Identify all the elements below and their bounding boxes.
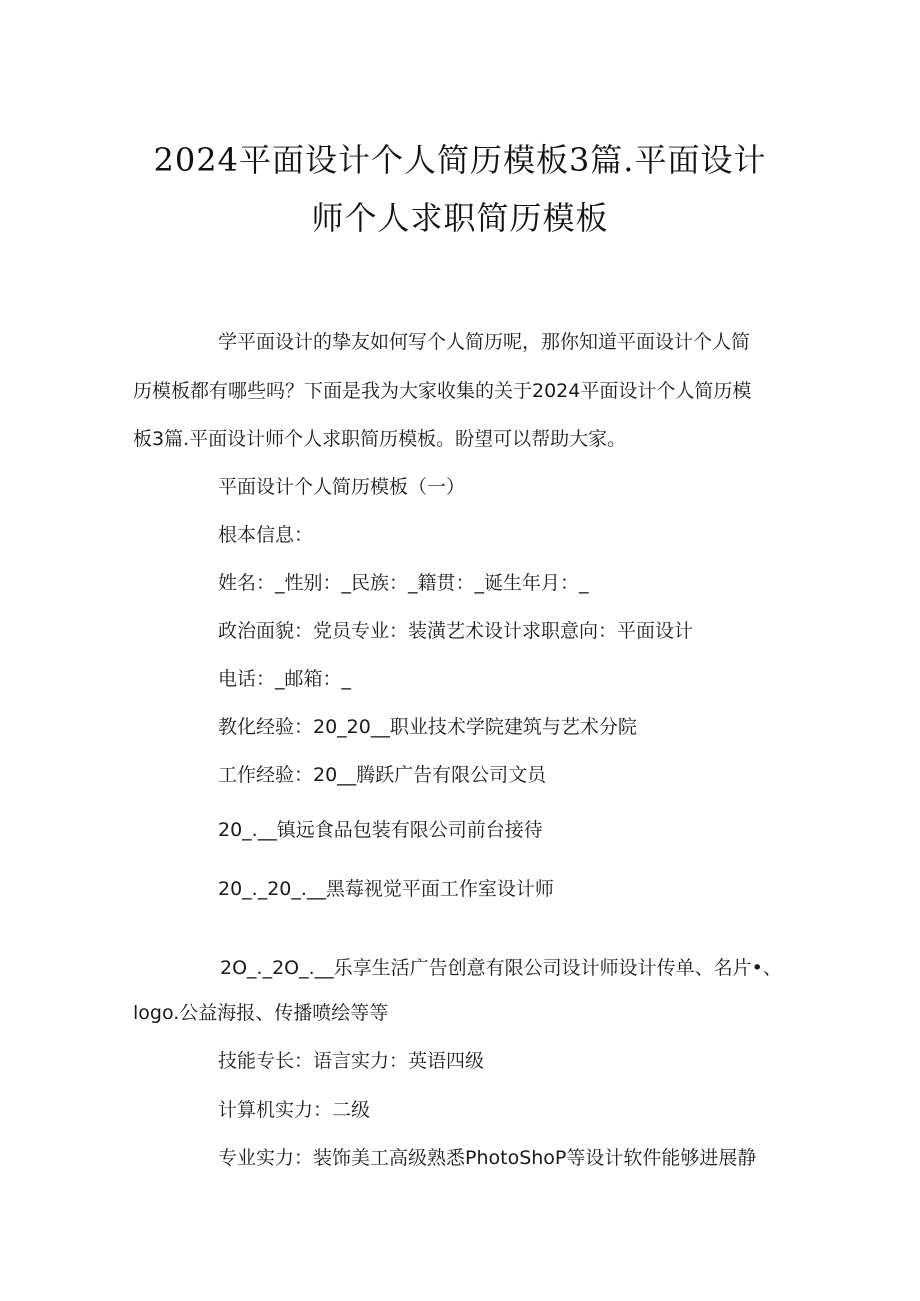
- skills-line: 技能专长：语言实力：英语四级: [218, 1050, 485, 1072]
- work-experience-line-4: 2O_._2O_.__乐享生活广告创意有限公司设计师设计传单、名片•、: [220, 957, 782, 979]
- work-experience-line-4-continued: logo.公益海报、传播喷绘等等: [133, 1002, 389, 1024]
- basic-info-label: 根本信息：: [218, 524, 314, 546]
- document-title-line-1: 2024平面设计个人简历模板3篇.平面设计: [153, 141, 767, 179]
- education-line: 教化经验：20_20__职业技术学院建筑与艺术分院: [218, 716, 637, 738]
- contact-line: 电话：_邮箱：_: [218, 668, 352, 690]
- work-experience-line-3: 20_._20_.__黑莓视觉平面工作室设计师: [218, 878, 554, 900]
- personal-details-line: 姓名：_性别：_民族：_籍贯：_诞生年月：_: [218, 572, 589, 594]
- intro-paragraph-line-2: 历模板都有哪些吗？下面是我为大家收集的关于2024平面设计个人简历模: [133, 380, 752, 402]
- intro-paragraph-line-1: 学平面设计的挚友如何写个人简历呢，那你知道平面设计个人简: [218, 331, 751, 353]
- politics-major-line: 政治面貌：党员专业：装潢艺术设计求职意向：平面设计: [218, 620, 694, 642]
- intro-paragraph-line-3: 板3篇.平面设计师个人求职简历模板。盼望可以帮助大家。: [133, 428, 627, 450]
- section-heading: 平面设计个人简历模板（一）: [218, 476, 466, 498]
- work-experience-line-1: 工作经验：20__腾跃广告有限公司文员: [218, 764, 547, 786]
- computer-skill-line: 计算机实力：二级: [218, 1099, 371, 1121]
- document-title-line-2: 师个人求职简历模板: [311, 199, 609, 237]
- work-experience-line-2: 20_.__镇远食品包装有限公司前台接待: [218, 819, 543, 841]
- professional-skill-line: 专业实力：装饰美工高级熟悉PhotoShoP等设计软件能够进展静: [218, 1147, 757, 1169]
